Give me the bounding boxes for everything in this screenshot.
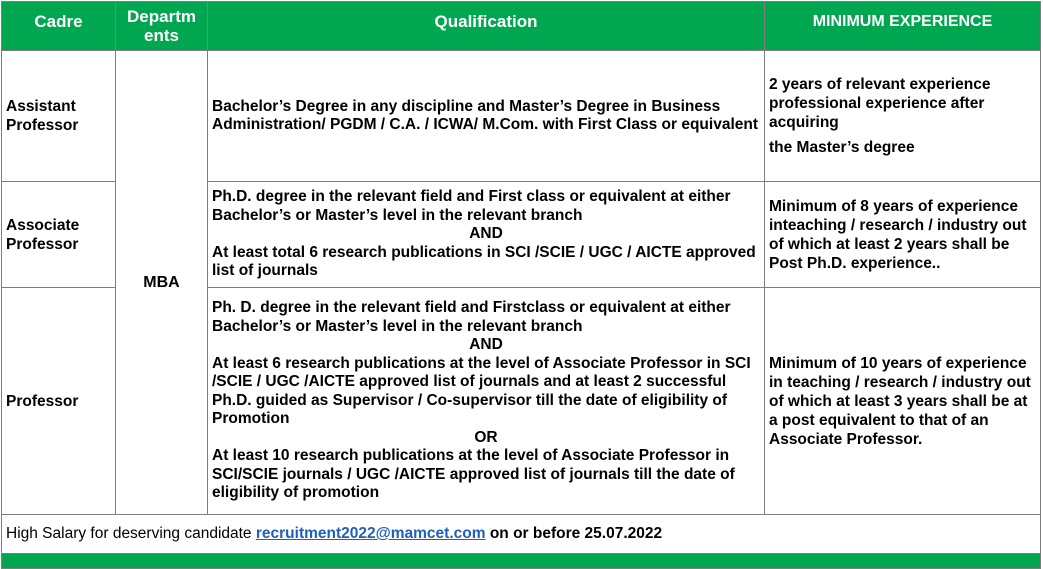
experience-cell: Minimum of 10 years of experience in teaching / research / industry out of which at least 3 years shall be at a post equivalent to that of an Associate Professor. (765, 288, 1041, 515)
qualification-cell (208, 288, 765, 515)
header-qualification: Qualification (208, 2, 765, 51)
header-cadre: Cadre (2, 2, 116, 51)
header-experience: MINIMUM EXPERIENCE (765, 2, 1041, 51)
experience-cell: Minimum of 8 years of experience inteaching / research / industry out of which at least 2 years shall be Post Ph.D. experience.. (765, 182, 1041, 288)
cadre-cell: Assistant Professor (2, 51, 116, 182)
qualification-cell (208, 182, 765, 288)
recruitment-table (1, 1, 1041, 569)
department-cell: MBA (116, 51, 208, 515)
email-link[interactable]: recruitment2022@mamcet.com (255, 525, 486, 542)
qualification-cell (208, 51, 765, 182)
experience-cell (765, 51, 1041, 182)
qualification-text: At least 10 research publications at the level of Associate Professor in SCI/SCIE journals / UGC /AICTE approved list of journals till the date of eligibility of promotion (212, 447, 735, 502)
qualification-connector: AND (469, 225, 503, 243)
header-departments (116, 2, 208, 51)
footer-cell (2, 515, 1041, 554)
qualification-text: Bachelor’s Degree in any discipline and Master’s Degree in Business Administration/ PGDM / C.A. / ICWA/ M.Com. with First Class or equivalent (212, 97, 758, 133)
qualification-text: At least total 6 research publications in SCI /SCIE / UGC / AICTE approved list of journals (212, 243, 756, 280)
header-row (2, 2, 1041, 51)
qualification-connector: OR (474, 428, 498, 446)
cadre-cell: Professor (2, 288, 116, 515)
footer-row (2, 515, 1041, 554)
cadre-cell: Associate Professor (2, 182, 116, 288)
table-row (2, 51, 1041, 182)
experience-text: 2 years of relevant experience professional experience after acquiring (769, 76, 991, 131)
footer-green-row (2, 554, 1041, 569)
qualification-text: Ph.D. degree in the relevant field and First class or equivalent at either Bachelor’s or Master’s level in the relevant branch (212, 188, 731, 224)
qualification-text: At least 6 research publications at the level of Associate Professor in SCI /SCIE / UGC /AICTE approved list of journals and at least 2 successful Ph.D. guided as Supervisor / Co-supervisor till the date of eligibility of Promotion (212, 354, 751, 428)
deadline-text: on or before 25.07.2022 (489, 525, 663, 542)
qualification-text: Ph. D. degree in the relevant field and Firstclass or equivalent at either Bachelor’s or Master’s level in the relevant branch (212, 299, 731, 335)
qualification-connector: AND (469, 336, 503, 354)
header-departments-label: Departments (127, 7, 196, 45)
green-band (2, 554, 1041, 569)
footer-text: High Salary for deserving candidate (6, 525, 252, 542)
experience-text: the Master’s degree (769, 139, 915, 156)
